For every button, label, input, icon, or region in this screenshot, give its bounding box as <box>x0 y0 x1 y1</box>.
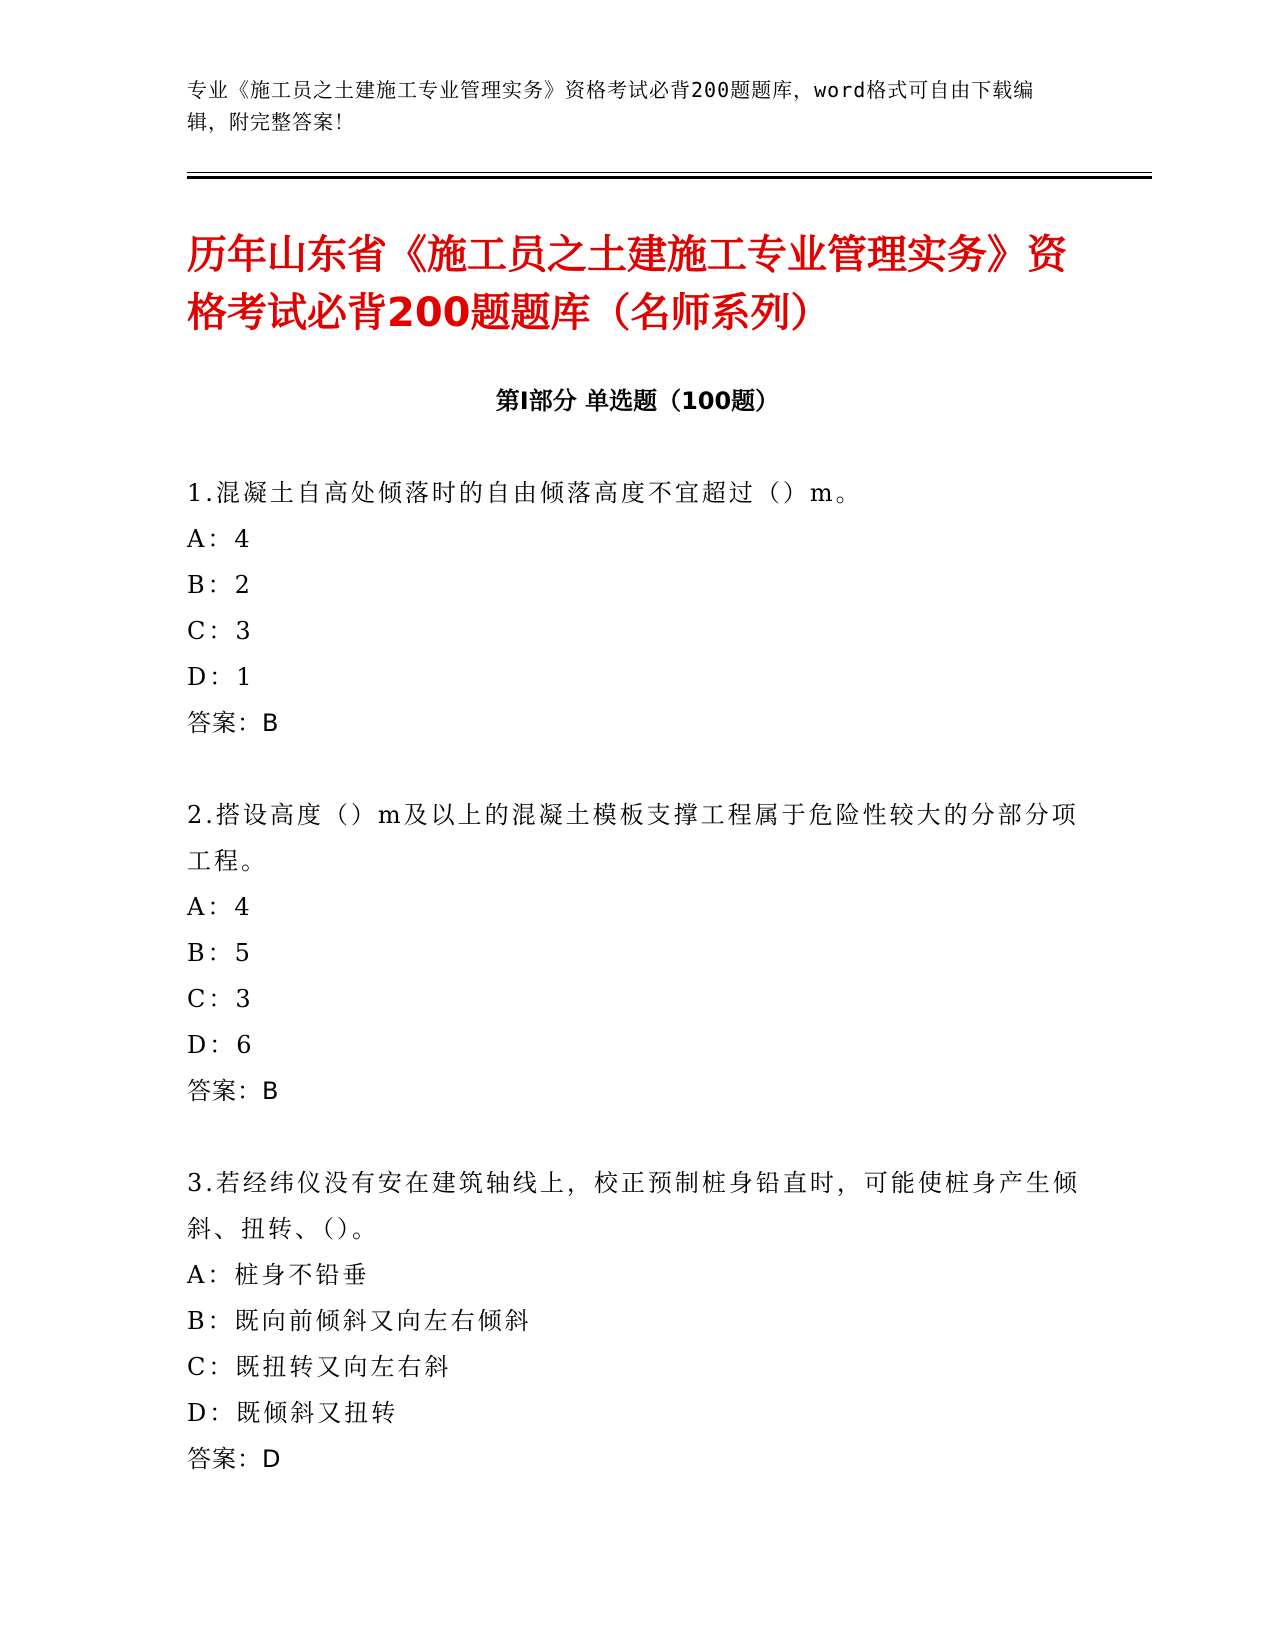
question-spacer <box>187 1114 1087 1160</box>
option-a: A：桩身不铅垂 <box>187 1261 370 1289</box>
option-c: C：3 <box>187 617 254 645</box>
option-d: D：6 <box>187 1031 255 1059</box>
option-d: D：既倾斜又扭转 <box>187 1399 399 1427</box>
question-3 <box>187 1160 1087 1482</box>
question-stem: 2.搭设高度（）m及以上的混凝土模板支撑工程属于危险性较大的分部分项工程。 <box>187 801 1079 875</box>
option-a: A：4 <box>187 893 253 921</box>
option-b: B：2 <box>187 571 253 599</box>
question-2 <box>187 792 1087 1114</box>
option-d: D：1 <box>187 663 255 691</box>
option-c: C：3 <box>187 985 254 1013</box>
option-b: B：5 <box>187 939 253 967</box>
question-stem: 3.若经纬仪没有安在建筑轴线上，校正预制桩身铅直时，可能使桩身产生倾斜、扭转、（）。 <box>187 1169 1080 1243</box>
option-b: B：既向前倾斜又向左右倾斜 <box>187 1307 532 1335</box>
option-a: A：4 <box>187 525 253 553</box>
answer: 答案：B <box>187 1077 280 1105</box>
question-list <box>187 470 1087 1482</box>
answer: 答案：B <box>187 709 280 737</box>
question-1 <box>187 470 1087 746</box>
option-c: C：既扭转又向左右斜 <box>187 1353 452 1381</box>
question-stem: 1.混凝土自高处倾落时的自由倾落高度不宜超过（）m。 <box>187 479 863 507</box>
header-divider-thin <box>187 172 1152 173</box>
document-title: 历年山东省《施工员之土建施工专业管理实务》资格考试必背200题题库（名师系列） <box>187 232 1067 336</box>
header-divider-thick <box>187 176 1152 179</box>
question-spacer <box>187 746 1087 792</box>
header-note: 专业《施工员之土建施工专业管理实务》资格考试必背200题题库，word格式可自由下载编辑，附完整答案！ <box>187 78 1035 134</box>
answer: 答案：D <box>187 1445 282 1473</box>
section-title: 第Ⅰ部分 单选题（100题） <box>495 387 780 415</box>
